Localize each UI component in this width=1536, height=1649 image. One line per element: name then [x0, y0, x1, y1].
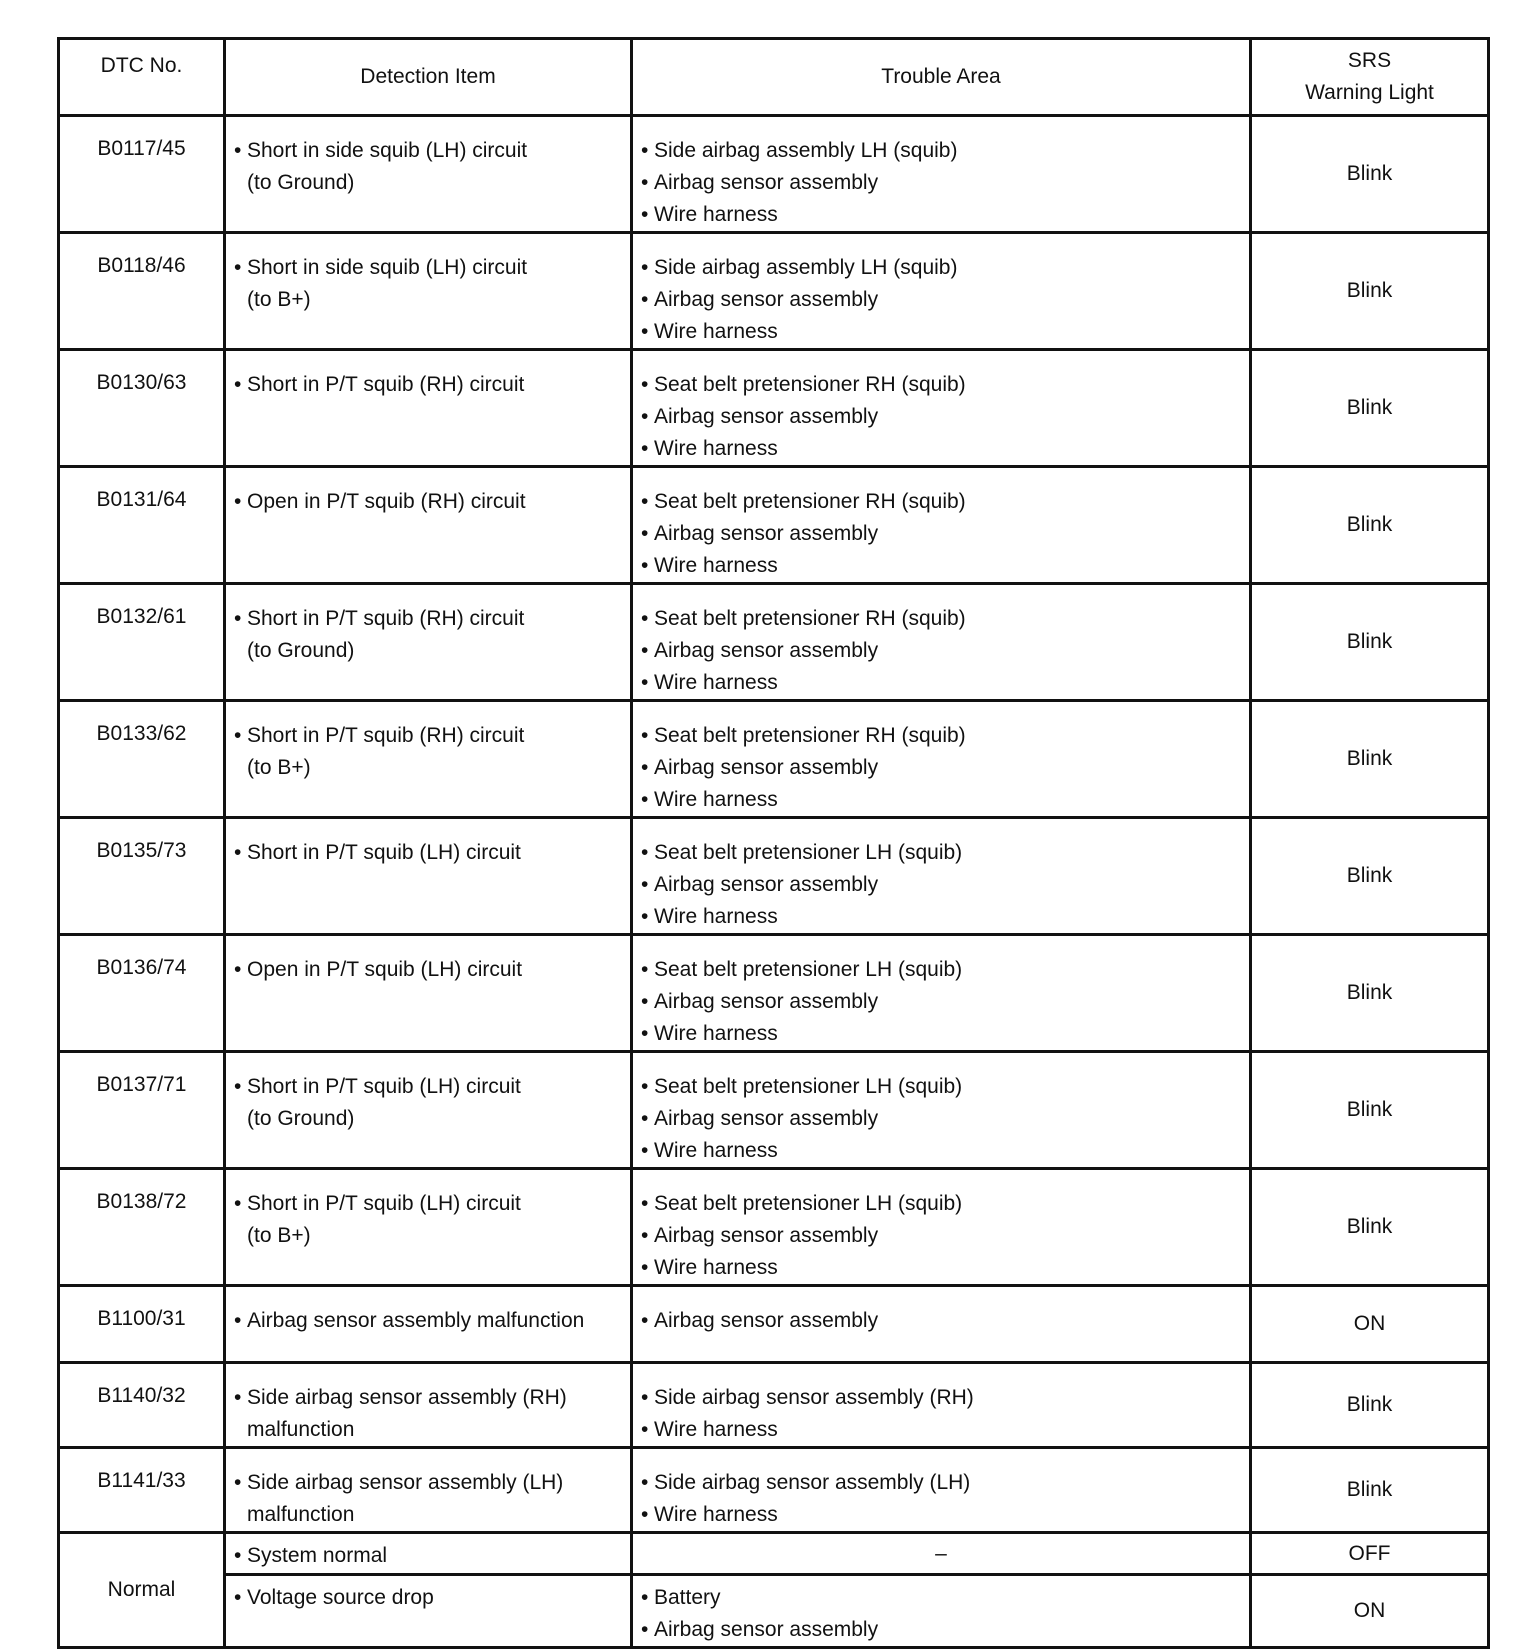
- trouble-area-cell: [632, 818, 1251, 935]
- trouble-area-item: • Airbag sensor assembly: [641, 1305, 1243, 1337]
- warning-light-cell: Blink: [1251, 233, 1489, 350]
- detection-item: • Side airbag sensor assembly (LH): [234, 1467, 624, 1499]
- header-row: [59, 39, 1489, 116]
- trouble-area-item: • Seat belt pretensioner RH (squib): [641, 486, 1243, 518]
- detection-item: • Short in P/T squib (LH) circuit: [234, 1071, 624, 1103]
- detection-cell: [225, 935, 632, 1052]
- header-detection: Detection Item: [225, 39, 632, 116]
- detection-cell: [225, 701, 632, 818]
- trouble-area-item: • Airbag sensor assembly: [641, 635, 1243, 667]
- table-body: [59, 116, 1489, 1648]
- dtc-cell: B0132/61: [59, 584, 225, 701]
- header-light: [1251, 39, 1489, 116]
- header-light-line1: SRS: [1347, 49, 1392, 72]
- warning-light-cell: Blink: [1251, 1448, 1489, 1533]
- detection-item: • Short in side squib (LH) circuit: [234, 252, 624, 284]
- trouble-area-item: • Wire harness: [641, 433, 1243, 465]
- trouble-area-item: • Airbag sensor assembly: [641, 518, 1243, 550]
- detection-cell: [225, 818, 632, 935]
- warning-light-cell: Blink: [1251, 116, 1489, 233]
- detection-item-continuation: malfunction: [247, 1418, 355, 1441]
- detection-item-continuation: (to B+): [247, 288, 311, 311]
- trouble-area-item: • Side airbag assembly LH (squib): [641, 135, 1243, 167]
- trouble-area-item: • Airbag sensor assembly: [641, 284, 1243, 316]
- dtc-table: [57, 37, 1490, 1649]
- trouble-area-cell: [632, 233, 1251, 350]
- warning-light-cell: Blink: [1251, 584, 1489, 701]
- table-row: [59, 935, 1489, 1052]
- trouble-area-item: • Airbag sensor assembly: [641, 1103, 1243, 1135]
- dtc-cell: B1141/33: [59, 1448, 225, 1533]
- warning-light-cell: Blink: [1251, 467, 1489, 584]
- detection-cell: [225, 467, 632, 584]
- trouble-area-item: • Battery: [641, 1582, 1243, 1614]
- warning-light-cell: Blink: [1251, 1363, 1489, 1448]
- table-row: [59, 818, 1489, 935]
- dtc-cell: B1100/31: [59, 1286, 225, 1363]
- trouble-area-item: • Wire harness: [641, 1135, 1243, 1167]
- trouble-area-cell: [632, 1052, 1251, 1169]
- detection-item: • System normal: [234, 1540, 624, 1572]
- dtc-cell: B0137/71: [59, 1052, 225, 1169]
- table-row: [59, 350, 1489, 467]
- warning-light-cell: Blink: [1251, 935, 1489, 1052]
- dtc-cell-normal: Normal: [59, 1533, 225, 1648]
- detection-item: • Voltage source drop: [234, 1582, 624, 1614]
- detection-cell: [225, 1286, 632, 1363]
- trouble-area-item: • Wire harness: [641, 1252, 1243, 1284]
- detection-item: • Side airbag sensor assembly (RH): [234, 1382, 624, 1414]
- detection-cell: [225, 350, 632, 467]
- table-row: [59, 701, 1489, 818]
- trouble-area-item: • Airbag sensor assembly: [641, 1614, 1243, 1646]
- table-row: [59, 1448, 1489, 1533]
- dtc-cell: B0135/73: [59, 818, 225, 935]
- detection-cell: [225, 1169, 632, 1286]
- detection-item: • Short in P/T squib (LH) circuit: [234, 1188, 624, 1220]
- trouble-area-item: • Wire harness: [641, 1499, 1243, 1531]
- trouble-area-item: • Side airbag sensor assembly (LH): [641, 1467, 1243, 1499]
- detection-item-continuation: (to B+): [247, 1224, 311, 1247]
- trouble-area-item: • Seat belt pretensioner LH (squib): [641, 1071, 1243, 1103]
- detection-item: • Short in P/T squib (RH) circuit: [234, 720, 624, 752]
- trouble-area-cell: [632, 116, 1251, 233]
- trouble-area-item: • Side airbag sensor assembly (RH): [641, 1382, 1243, 1414]
- warning-light-cell: Blink: [1251, 350, 1489, 467]
- header-light-line2: Warning Light: [1305, 81, 1434, 104]
- trouble-area-cell: –: [632, 1533, 1251, 1575]
- trouble-area-item: • Wire harness: [641, 901, 1243, 933]
- detection-item-continuation: (to Ground): [247, 1107, 355, 1130]
- detection-cell: [225, 233, 632, 350]
- trouble-area-item: • Wire harness: [641, 1414, 1243, 1446]
- warning-light-cell: ON: [1251, 1575, 1489, 1648]
- trouble-area-cell: [632, 1363, 1251, 1448]
- dtc-cell: B0117/45: [59, 116, 225, 233]
- dtc-cell: B0130/63: [59, 350, 225, 467]
- detection-cell: [225, 1448, 632, 1533]
- dtc-cell: B0131/64: [59, 467, 225, 584]
- trouble-area-item: • Seat belt pretensioner RH (squib): [641, 369, 1243, 401]
- trouble-area-cell: [632, 1286, 1251, 1363]
- table-row: [59, 467, 1489, 584]
- table-row: [59, 1286, 1489, 1363]
- dtc-cell: B0133/62: [59, 701, 225, 818]
- detection-item: • Short in P/T squib (RH) circuit: [234, 369, 624, 401]
- trouble-area-item: • Wire harness: [641, 1018, 1243, 1050]
- dtc-cell: B0138/72: [59, 1169, 225, 1286]
- table-row: [59, 116, 1489, 233]
- trouble-area-item: • Airbag sensor assembly: [641, 167, 1243, 199]
- trouble-area-item: • Side airbag assembly LH (squib): [641, 252, 1243, 284]
- trouble-area-cell: [632, 584, 1251, 701]
- detection-item: • Short in P/T squib (RH) circuit: [234, 603, 624, 635]
- trouble-area-item: • Seat belt pretensioner LH (squib): [641, 837, 1243, 869]
- trouble-area-item: • Airbag sensor assembly: [641, 869, 1243, 901]
- detection-item-continuation: (to B+): [247, 756, 311, 779]
- dtc-cell: B0118/46: [59, 233, 225, 350]
- table-row: [59, 1169, 1489, 1286]
- trouble-area-item: • Airbag sensor assembly: [641, 1220, 1243, 1252]
- detection-item-continuation: (to Ground): [247, 171, 355, 194]
- table-row: [59, 1575, 1489, 1648]
- table-row: [59, 584, 1489, 701]
- detection-item: • Airbag sensor assembly malfunction: [234, 1305, 624, 1337]
- detection-cell: [225, 1052, 632, 1169]
- trouble-area-item: • Seat belt pretensioner LH (squib): [641, 954, 1243, 986]
- trouble-area-item: • Wire harness: [641, 316, 1243, 348]
- table-row: [59, 1363, 1489, 1448]
- trouble-area-cell: [632, 701, 1251, 818]
- warning-light-cell: OFF: [1251, 1533, 1489, 1575]
- detection-cell: [225, 1575, 632, 1648]
- trouble-area-cell: [632, 1169, 1251, 1286]
- trouble-area-item: • Airbag sensor assembly: [641, 986, 1243, 1018]
- warning-light-cell: ON: [1251, 1286, 1489, 1363]
- detection-cell: [225, 1363, 632, 1448]
- table-row: [59, 1533, 1489, 1575]
- trouble-area-item: • Wire harness: [641, 784, 1243, 816]
- detection-cell: [225, 1533, 632, 1575]
- dtc-cell: B1140/32: [59, 1363, 225, 1448]
- dtc-cell: B0136/74: [59, 935, 225, 1052]
- trouble-area-item: • Airbag sensor assembly: [641, 752, 1243, 784]
- trouble-area-cell: [632, 1575, 1251, 1648]
- warning-light-cell: Blink: [1251, 1169, 1489, 1286]
- warning-light-cell: Blink: [1251, 701, 1489, 818]
- trouble-area-cell: [632, 350, 1251, 467]
- detection-item: • Open in P/T squib (LH) circuit: [234, 954, 624, 986]
- table-row: [59, 1052, 1489, 1169]
- detection-item: • Short in side squib (LH) circuit: [234, 135, 624, 167]
- trouble-area-item: • Seat belt pretensioner RH (squib): [641, 603, 1243, 635]
- trouble-area-item: • Seat belt pretensioner RH (squib): [641, 720, 1243, 752]
- header-trouble: Trouble Area: [632, 39, 1251, 116]
- trouble-area-cell: [632, 1448, 1251, 1533]
- warning-light-cell: Blink: [1251, 1052, 1489, 1169]
- header-dtc: DTC No.: [59, 39, 225, 116]
- trouble-area-item: • Wire harness: [641, 550, 1243, 582]
- trouble-area-item: • Seat belt pretensioner LH (squib): [641, 1188, 1243, 1220]
- detection-item-continuation: malfunction: [247, 1503, 355, 1526]
- trouble-area-item: • Wire harness: [641, 199, 1243, 231]
- detection-cell: [225, 584, 632, 701]
- warning-light-cell: Blink: [1251, 818, 1489, 935]
- trouble-area-item: • Wire harness: [641, 667, 1243, 699]
- detection-cell: [225, 116, 632, 233]
- detection-item: • Open in P/T squib (RH) circuit: [234, 486, 624, 518]
- detection-item-continuation: (to Ground): [247, 639, 355, 662]
- trouble-area-cell: [632, 935, 1251, 1052]
- trouble-area-cell: [632, 467, 1251, 584]
- detection-item: • Short in P/T squib (LH) circuit: [234, 837, 624, 869]
- table-row: [59, 233, 1489, 350]
- trouble-area-item: • Airbag sensor assembly: [641, 401, 1243, 433]
